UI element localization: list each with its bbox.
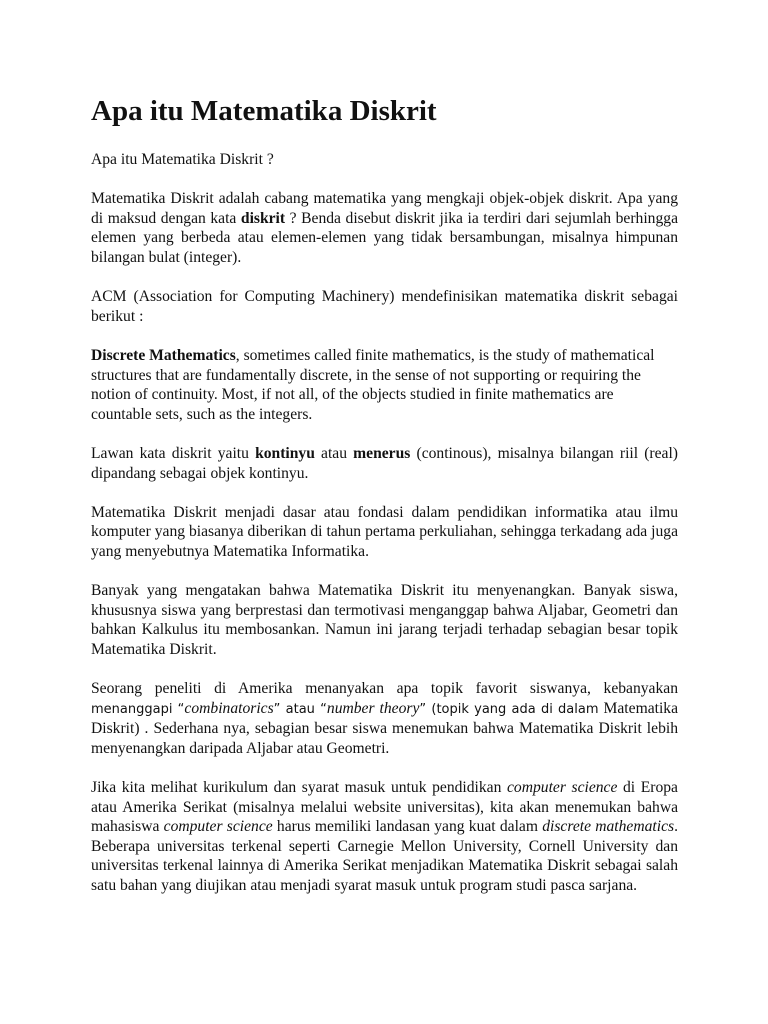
paragraph-dasar-informatika: Matematika Diskrit menjadi dasar atau fondasi dalam pendidikan informatika atau ilmu komputer yang biasanya diberikan di tahun pertama perkuliahan, sehingga terkadang ada juga yang menyebutnya Matematika Informatika. (91, 503, 678, 560)
paragraph-lawan-kata (91, 444, 678, 483)
text: atau (314, 444, 354, 462)
bold-term-kontinyu: kontinyu (255, 444, 315, 462)
paragraph-discrete-mathematics (91, 346, 678, 424)
italic-term-discrete-mathematics: discrete mathematics (542, 818, 675, 836)
italic-term-combinatorics: combinatorics (184, 699, 274, 717)
bold-term-discrete-mathematics: Discrete Mathematics (91, 346, 236, 364)
text: Jika kita melihat kurikulum dan syarat masuk untuk pendidikan (91, 779, 507, 796)
text: ” (topik yang ada di dalam (419, 701, 599, 717)
text: . Beberapa universitas terkenal seperti Carnegie Mellon University, Cornell University dan universitas terkenal lainnya di Amerika Serikat menjadikan Matematika Diskrit sebagai salah satu bahan yang diujikan atau menjadi syarat masuk untuk program studi pasca sarjana. (91, 818, 678, 894)
text: Lawan kata diskrit yaitu (91, 444, 256, 462)
italic-term-computer-science: computer science (507, 779, 618, 796)
text: menanggapi “ (91, 701, 185, 717)
italic-term-number-theory: number theory (326, 699, 420, 717)
text: (continous), misalnya bilangan riil (real) dipandang sebagai objek kontinyu. (91, 444, 678, 482)
paragraph-kurikulum (91, 778, 678, 896)
document-page (91, 94, 678, 915)
text: Matematika Diskrit adalah cabang matematika yang mengkaji objek-objek diskrit. Apa yang di maksud dengan kata (91, 190, 678, 227)
text: di Eropa atau Amerika Serikat (misalnya melalui website universitas), kita akan menemukan bahwa mahasiswa (91, 779, 678, 836)
text: harus memiliki landasan yang kuat dalam (272, 818, 543, 836)
paragraph-acm: ACM (Association for Computing Machinery) mendefinisikan matematika diskrit sebagai berikut : (91, 288, 678, 325)
paragraph-peneliti (91, 679, 678, 758)
text: , sometimes called finite mathematics, is the study of mathematical structures that are fundamentally discrete, in the sense of not supporting or requiring the notion of continuity. Most, if not all, of the objects studied in finite mathematics are countable sets, such as the integers. (91, 346, 655, 423)
page-title: Apa itu Matematika Diskrit (91, 95, 437, 127)
intro-question: Apa itu Matematika Diskrit ? (91, 151, 274, 168)
paragraph-definition (91, 189, 678, 267)
bold-term-diskrit: diskrit (240, 209, 286, 227)
text: ” atau “ (273, 701, 327, 717)
italic-term-computer-science: computer science (163, 818, 273, 836)
text: Seorang peneliti di Amerika menanyakan apa topik favorit siswanya, kebanyakan (91, 680, 678, 698)
paragraph-menyenangkan: Banyak yang mengatakan bahwa Matematika Diskrit itu menyenangkan. Banyak siswa, khususnya siswa yang berprestasi dan termotivasi menganggap bahwa Aljabar, Geometri dan bahkan Kalkulus itu membosankan. Namun ini jarang terjadi terhadap sebagian besar topik Matematika Diskrit. (91, 582, 678, 658)
bold-term-menerus: menerus (353, 444, 411, 462)
text: ? Benda disebut diskrit jika ia terdiri dari sejumlah berhingga elemen yang berbeda atau elemen-elemen yang tidak bersambungan, misalnya himpunan bilangan bulat (integer). (91, 209, 678, 266)
text: Matematika Diskrit) . Sederhana nya, sebagian besar siswa menemukan bahwa Matematika Diskrit lebih menyenangkan daripada Aljabar atau Geometri. (91, 699, 678, 757)
